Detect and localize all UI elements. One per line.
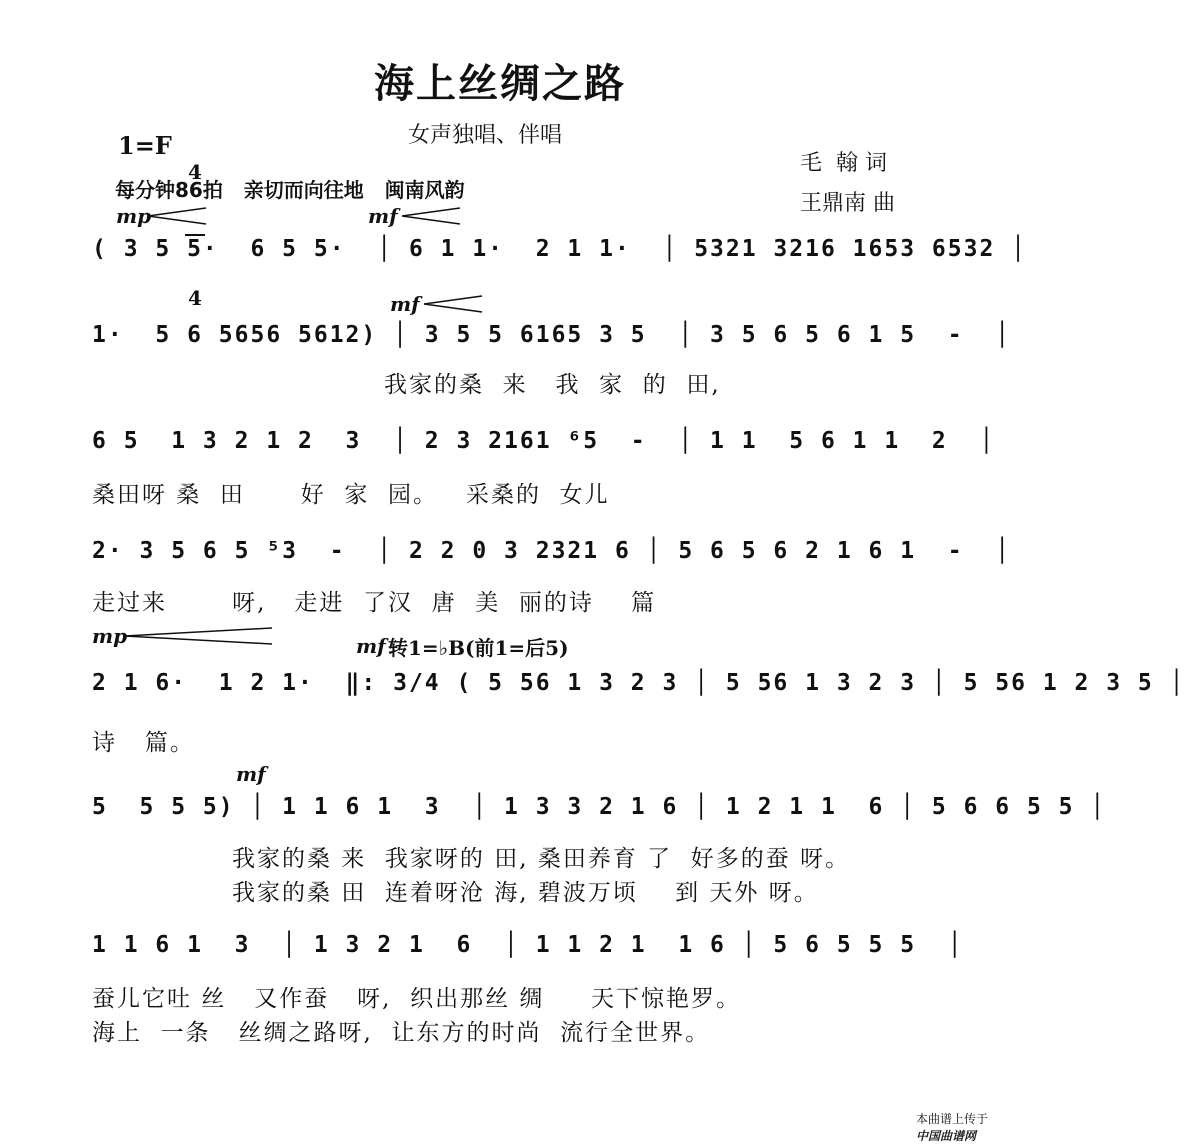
notation-line-5: 2 1 6· 1 2 1· ‖: 3/4 ( 5 56 1 3 2 3 │ 5 56 1 3 2 3 │ 5 56 1 2 3 5 │ bbox=[92, 670, 1185, 696]
notation-line-7: 1 1 6 1 3 │ 1 3 2 1 6 │ 1 1 2 1 1 6 │ 5 6 5 5 5 │ bbox=[92, 932, 964, 958]
score-line-4 bbox=[92, 538, 1012, 584]
crescendo-hairpin-2 bbox=[402, 206, 462, 226]
footer-text: 本曲谱上传于 bbox=[915, 1112, 988, 1126]
crescendo-hairpin-1 bbox=[148, 206, 208, 226]
lyrics-line-7-verse-1: 蚕儿它吐 丝 又作蚕 呀, 织出那丝 绸 天下惊艳罗。 bbox=[92, 986, 741, 1012]
lyrics-line-5: 诗 篇。 bbox=[92, 730, 195, 756]
lyrics-line-2: 我家的桑 来 我 家 的 田, bbox=[384, 372, 721, 398]
dynamic-mf-1: mf bbox=[368, 204, 398, 228]
score-line-7 bbox=[92, 932, 964, 978]
notation-line-6: 5 5 5 5) │ 1 1 6 1 3 │ 1 3 3 2 1 6 │ 1 2 1 1 6 │ 5 6 6 5 5 │ bbox=[92, 794, 1107, 820]
lyrics-line-6-verse-2: 我家的桑 田 连着呀沧 海, 碧波万顷 到 天外 呀。 bbox=[232, 880, 819, 906]
performance-type: 女声独唱、伴唱 bbox=[408, 123, 563, 148]
score-line-5 bbox=[92, 670, 1185, 716]
dynamic-mp-2: mp bbox=[92, 624, 128, 648]
lyrics-line-4: 走过来 呀, 走进 了汉 唐 美 丽的诗 篇 bbox=[92, 590, 657, 616]
key-signature: 1=F bbox=[118, 131, 172, 160]
dynamic-mp-1: mp bbox=[116, 204, 152, 228]
score-line-6 bbox=[92, 794, 1107, 840]
crescendo-hairpin-4 bbox=[124, 626, 274, 646]
crescendo-hairpin-3 bbox=[424, 294, 484, 314]
score-line-1 bbox=[92, 236, 1027, 282]
notation-line-1: ( 3 5 5· 6 5 5· │ 6 1 1· 2 1 1· │ 5321 3216 1653 6532 │ bbox=[92, 236, 1027, 262]
notation-line-3: 6 5 1 3 2 1 2 3 │ 2 3 2161 ⁶5 - │ 1 1 5 6 1 1 2 │ bbox=[92, 428, 996, 454]
dynamic-mf-2: mf bbox=[390, 292, 420, 316]
song-title: 海上丝绸之路 bbox=[374, 60, 626, 107]
score-line-2 bbox=[92, 322, 1012, 368]
dynamic-mf-3: mf bbox=[356, 634, 386, 658]
score-line-3 bbox=[92, 428, 996, 474]
site-brand-logo: 中国曲谱网 bbox=[915, 1129, 976, 1143]
notation-line-2: 1· 5 6 5656 5612) │ 3 5 5 6165 3 5 │ 3 5 6 5 6 1 5 - │ bbox=[92, 322, 1012, 348]
tempo-marking: 每分钟86拍 亲切而向往地 闽南风韵 bbox=[115, 178, 465, 202]
composer-credit: 王鼎南 曲 bbox=[800, 191, 895, 216]
lyrics-line-7-verse-2: 海上 一条 丝绸之路呀, 让东方的时尚 流行全世界。 bbox=[92, 1020, 711, 1046]
lyricist-credit: 毛 翰 词 bbox=[800, 151, 887, 176]
footer-credit bbox=[908, 1096, 988, 1144]
lyrics-line-3: 桑田呀 桑 田 好 家 园。 采桑的 女儿 bbox=[92, 482, 610, 508]
time-denominator: 4 bbox=[188, 286, 202, 310]
dynamic-mf-4: mf bbox=[236, 762, 266, 786]
lyrics-line-6-verse-1: 我家的桑 来 我家呀的 田, 桑田养育 了 好多的蚕 呀。 bbox=[232, 846, 851, 872]
modulation-marking: 转1=♭B(前1=后5) bbox=[388, 636, 569, 660]
notation-line-4: 2· 3 5 6 5 ⁵3 - │ 2 2 0 3 2321 6 │ 5 6 5 6 2 1 6 1 - │ bbox=[92, 538, 1012, 564]
time-numerator: 4 bbox=[188, 160, 202, 184]
